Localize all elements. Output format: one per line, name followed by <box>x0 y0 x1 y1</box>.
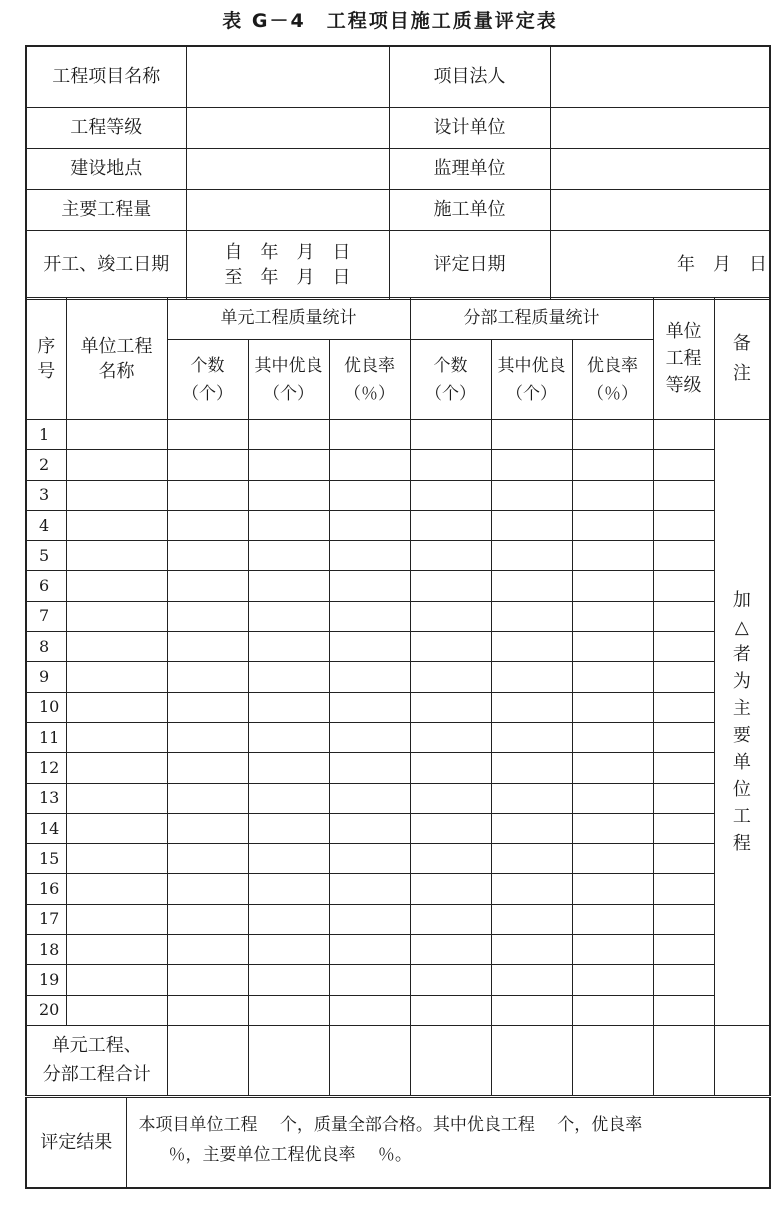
table-cell[interactable] <box>248 692 329 722</box>
table-cell[interactable] <box>66 632 167 662</box>
table-cell[interactable] <box>572 662 653 692</box>
row-number: 2 <box>26 450 66 480</box>
table-cell[interactable] <box>410 662 491 692</box>
row-number: 7 <box>26 601 66 631</box>
table-cell[interactable] <box>572 632 653 662</box>
form-title: 表 G－4 工程项目施工质量评定表 <box>222 10 558 32</box>
table-cell[interactable] <box>66 571 167 601</box>
table-cell[interactable] <box>329 632 410 662</box>
table-cell[interactable] <box>491 480 572 510</box>
legal-person-field[interactable] <box>550 46 770 107</box>
table-cell[interactable] <box>491 995 572 1025</box>
table-cell[interactable] <box>410 904 491 934</box>
table-cell[interactable] <box>572 541 653 571</box>
eval-date-value: 年 月 日 <box>677 254 767 275</box>
table-cell[interactable] <box>572 995 653 1025</box>
table-cell[interactable] <box>491 662 572 692</box>
table-row <box>26 450 770 480</box>
table-cell[interactable] <box>248 510 329 540</box>
table-cell[interactable] <box>653 450 714 480</box>
table-row <box>26 420 770 450</box>
table-cell[interactable] <box>329 753 410 783</box>
row-number: 9 <box>26 662 66 692</box>
table-cell[interactable] <box>572 450 653 480</box>
totals-cell[interactable] <box>491 1025 572 1095</box>
table-cell[interactable] <box>66 844 167 874</box>
supervision-unit-field[interactable] <box>550 148 770 189</box>
table-cell[interactable] <box>491 844 572 874</box>
table-row <box>26 904 770 934</box>
quality-stats-table <box>25 297 771 1096</box>
table-cell[interactable] <box>248 420 329 450</box>
table-cell[interactable] <box>66 813 167 843</box>
table-cell[interactable] <box>66 753 167 783</box>
row-number: 17 <box>26 904 66 934</box>
table-cell[interactable] <box>167 541 248 571</box>
result-line-1: 本项目单位工程 个，质量全部合格。其中优良工程 个，优良率 <box>138 1115 643 1135</box>
table-cell[interactable] <box>653 480 714 510</box>
result-table <box>25 1097 771 1189</box>
table-cell[interactable] <box>653 844 714 874</box>
table-cell[interactable] <box>653 722 714 752</box>
row-number: 10 <box>26 692 66 722</box>
row-number: 12 <box>26 753 66 783</box>
construction-unit-field[interactable] <box>550 189 770 230</box>
table-cell[interactable] <box>653 510 714 540</box>
table-cell[interactable] <box>572 904 653 934</box>
table-cell[interactable] <box>491 753 572 783</box>
table-cell[interactable] <box>491 420 572 450</box>
result-text[interactable] <box>126 1098 770 1188</box>
table-cell[interactable] <box>66 783 167 813</box>
table-row <box>26 480 770 510</box>
table-cell[interactable] <box>248 844 329 874</box>
table-cell[interactable] <box>410 783 491 813</box>
project-name-field[interactable] <box>186 46 389 107</box>
remarks-note <box>714 420 770 1026</box>
table-cell[interactable] <box>167 601 248 631</box>
table-cell[interactable] <box>66 480 167 510</box>
table-row <box>26 662 770 692</box>
table-cell[interactable] <box>329 692 410 722</box>
table-cell[interactable] <box>491 874 572 904</box>
table-cell[interactable] <box>410 722 491 752</box>
table-row <box>26 601 770 631</box>
table-cell[interactable] <box>167 662 248 692</box>
table-cell[interactable] <box>66 510 167 540</box>
totals-cell[interactable] <box>714 1025 770 1095</box>
unit-grade-header: 单位 工程 等级 <box>653 298 714 420</box>
cell-stats-header: 单元工程质量统计 <box>167 298 410 340</box>
table-cell[interactable] <box>491 692 572 722</box>
table-cell[interactable] <box>167 510 248 540</box>
table-cell[interactable] <box>491 813 572 843</box>
remarks-header: 备 注 <box>714 298 770 420</box>
row-number: 3 <box>26 480 66 510</box>
design-unit-field[interactable] <box>550 107 770 148</box>
part-count-header: 个数 （个） <box>410 340 491 420</box>
table-cell[interactable] <box>653 420 714 450</box>
table-cell[interactable] <box>653 783 714 813</box>
totals-label: 单元工程、 分部工程合计 <box>26 1025 167 1095</box>
table-cell[interactable] <box>167 480 248 510</box>
main-quantity-field[interactable] <box>186 189 389 230</box>
table-cell[interactable] <box>329 874 410 904</box>
row-number: 1 <box>26 420 66 450</box>
table-cell[interactable] <box>410 935 491 965</box>
table-cell[interactable] <box>410 541 491 571</box>
table-row <box>26 722 770 752</box>
table-cell[interactable] <box>329 541 410 571</box>
table-cell[interactable] <box>410 420 491 450</box>
project-info-table <box>25 45 771 300</box>
row-number: 13 <box>26 783 66 813</box>
row-number: 5 <box>26 541 66 571</box>
table-cell[interactable] <box>248 662 329 692</box>
table-cell[interactable] <box>329 965 410 995</box>
table-cell[interactable] <box>329 662 410 692</box>
table-cell[interactable] <box>491 632 572 662</box>
table-cell[interactable] <box>248 571 329 601</box>
table-cell[interactable] <box>653 874 714 904</box>
table-row <box>26 753 770 783</box>
cell-count-header: 个数 （个） <box>167 340 248 420</box>
table-cell[interactable] <box>66 601 167 631</box>
part-stats-header: 分部工程质量统计 <box>410 298 653 340</box>
table-cell[interactable] <box>410 571 491 601</box>
table-cell[interactable] <box>66 904 167 934</box>
table-cell[interactable] <box>491 510 572 540</box>
row-number: 16 <box>26 874 66 904</box>
table-cell[interactable] <box>167 632 248 662</box>
table-cell[interactable] <box>410 601 491 631</box>
table-cell[interactable] <box>410 844 491 874</box>
table-cell[interactable] <box>66 541 167 571</box>
seq-header: 序 号 <box>26 298 66 420</box>
construction-unit-label: 施工单位 <box>389 189 550 230</box>
table-cell[interactable] <box>66 935 167 965</box>
table-cell[interactable] <box>572 783 653 813</box>
table-row <box>26 874 770 904</box>
table-cell[interactable] <box>167 995 248 1025</box>
dates-field[interactable] <box>186 230 389 299</box>
table-cell[interactable] <box>66 450 167 480</box>
row-number: 20 <box>26 995 66 1025</box>
table-cell[interactable] <box>653 571 714 601</box>
table-cell[interactable] <box>167 753 248 783</box>
table-cell[interactable] <box>167 450 248 480</box>
table-cell[interactable] <box>491 965 572 995</box>
table-row <box>26 571 770 601</box>
row-number: 19 <box>26 965 66 995</box>
totals-cell[interactable] <box>653 1025 714 1095</box>
design-unit-label: 设计单位 <box>389 107 550 148</box>
table-cell[interactable] <box>329 722 410 752</box>
totals-cell[interactable] <box>329 1025 410 1095</box>
table-cell[interactable] <box>329 601 410 631</box>
table-cell[interactable] <box>653 541 714 571</box>
cell-excellent-header: 其中优良 （个） <box>248 340 329 420</box>
main-quantity-label: 主要工程量 <box>26 189 186 230</box>
table-cell[interactable] <box>329 935 410 965</box>
table-cell[interactable] <box>66 965 167 995</box>
table-cell[interactable] <box>572 722 653 752</box>
table-cell[interactable] <box>572 420 653 450</box>
table-cell[interactable] <box>572 480 653 510</box>
table-cell[interactable] <box>329 995 410 1025</box>
table-cell[interactable] <box>329 450 410 480</box>
table-cell[interactable] <box>653 995 714 1025</box>
table-cell[interactable] <box>572 571 653 601</box>
table-cell[interactable] <box>248 965 329 995</box>
table-cell[interactable] <box>572 965 653 995</box>
table-cell[interactable] <box>410 995 491 1025</box>
table-cell[interactable] <box>248 874 329 904</box>
table-cell[interactable] <box>491 601 572 631</box>
table-cell[interactable] <box>66 420 167 450</box>
table-cell[interactable] <box>248 541 329 571</box>
table-row <box>26 965 770 995</box>
eval-date-label: 评定日期 <box>389 230 550 299</box>
table-cell[interactable] <box>572 510 653 540</box>
table-cell[interactable] <box>491 904 572 934</box>
location-label: 建设地点 <box>26 148 186 189</box>
date-from: 自 年 月 日 <box>224 241 351 263</box>
table-cell[interactable] <box>248 935 329 965</box>
location-field[interactable] <box>186 148 389 189</box>
table-cell[interactable] <box>491 722 572 752</box>
table-cell[interactable] <box>491 450 572 480</box>
table-cell[interactable] <box>248 601 329 631</box>
table-cell[interactable] <box>167 904 248 934</box>
totals-cell[interactable] <box>167 1025 248 1095</box>
row-number: 18 <box>26 935 66 965</box>
table-cell[interactable] <box>410 965 491 995</box>
result-line-2: ％，主要单位工程优良率 ％。 <box>168 1145 412 1165</box>
table-cell[interactable] <box>167 783 248 813</box>
table-cell[interactable] <box>410 510 491 540</box>
table-cell[interactable] <box>491 541 572 571</box>
row-number: 6 <box>26 571 66 601</box>
table-cell[interactable] <box>66 692 167 722</box>
table-cell[interactable] <box>653 692 714 722</box>
table-cell[interactable] <box>653 753 714 783</box>
table-row <box>26 995 770 1025</box>
table-cell[interactable] <box>572 935 653 965</box>
table-cell[interactable] <box>491 935 572 965</box>
table-cell[interactable] <box>248 632 329 662</box>
unit-name-header: 单位工程 名称 <box>66 298 167 420</box>
table-cell[interactable] <box>248 904 329 934</box>
table-cell[interactable] <box>653 904 714 934</box>
table-cell[interactable] <box>491 783 572 813</box>
table-cell[interactable] <box>329 480 410 510</box>
table-cell[interactable] <box>248 480 329 510</box>
part-excellent-header: 其中优良 （个） <box>491 340 572 420</box>
table-cell[interactable] <box>167 935 248 965</box>
table-cell[interactable] <box>491 571 572 601</box>
result-label: 评定结果 <box>26 1098 126 1188</box>
row-number: 14 <box>26 813 66 843</box>
table-cell[interactable] <box>167 722 248 752</box>
table-cell[interactable] <box>167 571 248 601</box>
table-cell[interactable] <box>329 904 410 934</box>
table-cell[interactable] <box>248 450 329 480</box>
table-row <box>26 632 770 662</box>
table-cell[interactable] <box>66 662 167 692</box>
table-cell[interactable] <box>248 753 329 783</box>
legal-person-label: 项目法人 <box>389 46 550 107</box>
table-cell[interactable] <box>66 722 167 752</box>
table-cell[interactable] <box>410 632 491 662</box>
table-cell[interactable] <box>167 965 248 995</box>
table-cell[interactable] <box>653 601 714 631</box>
table-cell[interactable] <box>653 662 714 692</box>
remarks-note-text: 加△者为主要单位工程 <box>732 590 751 855</box>
table-row <box>26 935 770 965</box>
table-row <box>26 541 770 571</box>
dates-label: 开工、竣工日期 <box>26 230 186 299</box>
table-cell[interactable] <box>572 692 653 722</box>
table-cell[interactable] <box>329 844 410 874</box>
table-cell[interactable] <box>248 783 329 813</box>
table-cell[interactable] <box>410 480 491 510</box>
table-cell[interactable] <box>329 783 410 813</box>
row-number: 8 <box>26 632 66 662</box>
table-cell[interactable] <box>329 813 410 843</box>
table-cell[interactable] <box>653 935 714 965</box>
table-cell[interactable] <box>410 874 491 904</box>
row-number: 11 <box>26 722 66 752</box>
table-cell[interactable] <box>329 571 410 601</box>
table-cell[interactable] <box>248 722 329 752</box>
table-cell[interactable] <box>167 874 248 904</box>
table-cell[interactable] <box>167 813 248 843</box>
table-cell[interactable] <box>410 753 491 783</box>
table-cell[interactable] <box>329 420 410 450</box>
table-cell[interactable] <box>167 420 248 450</box>
row-number: 4 <box>26 510 66 540</box>
table-cell[interactable] <box>572 753 653 783</box>
grade-field[interactable] <box>186 107 389 148</box>
table-cell[interactable] <box>329 510 410 540</box>
eval-date-field[interactable] <box>550 230 770 299</box>
cell-rate-header: 优良率 （％） <box>329 340 410 420</box>
supervision-unit-label: 监理单位 <box>389 148 550 189</box>
table-cell[interactable] <box>572 813 653 843</box>
project-name-label: 工程项目名称 <box>26 46 186 107</box>
table-cell[interactable] <box>410 450 491 480</box>
table-cell[interactable] <box>66 874 167 904</box>
table-cell[interactable] <box>248 995 329 1025</box>
table-cell[interactable] <box>572 601 653 631</box>
table-row <box>26 783 770 813</box>
table-row <box>26 692 770 722</box>
row-number: 15 <box>26 844 66 874</box>
table-cell[interactable] <box>167 692 248 722</box>
totals-cell[interactable] <box>410 1025 491 1095</box>
table-row <box>26 813 770 843</box>
table-cell[interactable] <box>410 813 491 843</box>
grade-label: 工程等级 <box>26 107 186 148</box>
table-cell[interactable] <box>653 965 714 995</box>
table-row <box>26 844 770 874</box>
table-cell[interactable] <box>248 813 329 843</box>
totals-cell[interactable] <box>572 1025 653 1095</box>
part-rate-header: 优良率 （％） <box>572 340 653 420</box>
table-cell[interactable] <box>653 632 714 662</box>
date-to: 至 年 月 日 <box>224 266 351 288</box>
totals-cell[interactable] <box>248 1025 329 1095</box>
totals-row <box>26 1025 770 1095</box>
table-cell[interactable] <box>66 995 167 1025</box>
table-cell[interactable] <box>572 844 653 874</box>
table-row <box>26 510 770 540</box>
table-cell[interactable] <box>410 692 491 722</box>
table-cell[interactable] <box>572 874 653 904</box>
table-cell[interactable] <box>653 813 714 843</box>
table-cell[interactable] <box>167 844 248 874</box>
